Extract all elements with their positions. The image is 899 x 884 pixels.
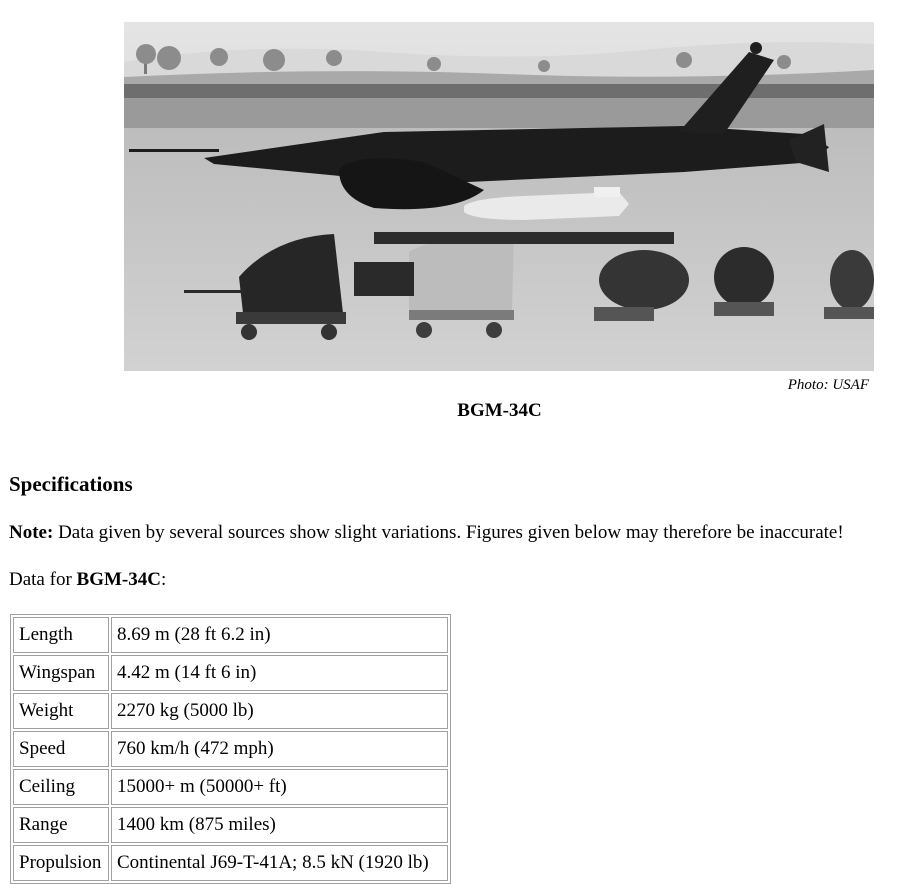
spec-value: 8.69 m (28 ft 6.2 in) <box>111 617 448 653</box>
spec-value: Continental J69-T-41A; 8.5 kN (1920 lb) <box>111 845 448 881</box>
note-label: Note: <box>9 522 54 543</box>
spec-value: 760 km/h (472 mph) <box>111 731 448 767</box>
specifications-table <box>10 614 451 884</box>
spec-label: Propulsion <box>13 845 109 881</box>
table-row <box>13 617 448 653</box>
photo-caption: BGM-34C <box>457 400 542 421</box>
drone-photo-illustration <box>124 22 874 371</box>
photo-credit: Photo: USAF <box>787 377 869 393</box>
data-for-model: BGM-34C <box>76 569 161 590</box>
spec-label: Range <box>13 807 109 843</box>
note-text: Data given by several sources show slight variations. Figures given below may therefore be inaccurate! <box>53 522 844 543</box>
table-row <box>13 769 448 805</box>
spec-label: Weight <box>13 693 109 729</box>
spec-value: 4.42 m (14 ft 6 in) <box>111 655 448 691</box>
data-for-line <box>9 569 166 591</box>
table-row <box>13 845 448 881</box>
spec-label: Ceiling <box>13 769 109 805</box>
table-row <box>13 807 448 843</box>
spec-label: Speed <box>13 731 109 767</box>
spec-label: Length <box>13 617 109 653</box>
data-for-suffix: : <box>160 569 167 590</box>
specifications-heading: Specifications <box>9 472 133 496</box>
table-row <box>13 655 448 691</box>
spec-label: Wingspan <box>13 655 109 691</box>
drone-photo <box>124 22 874 371</box>
spec-value: 2270 kg (5000 lb) <box>111 693 448 729</box>
spec-value: 15000+ m (50000+ ft) <box>111 769 448 805</box>
table-row <box>13 693 448 729</box>
data-for-prefix: Data for <box>9 569 77 590</box>
spec-value: 1400 km (875 miles) <box>111 807 448 843</box>
note-paragraph <box>9 522 844 544</box>
table-row <box>13 731 448 767</box>
